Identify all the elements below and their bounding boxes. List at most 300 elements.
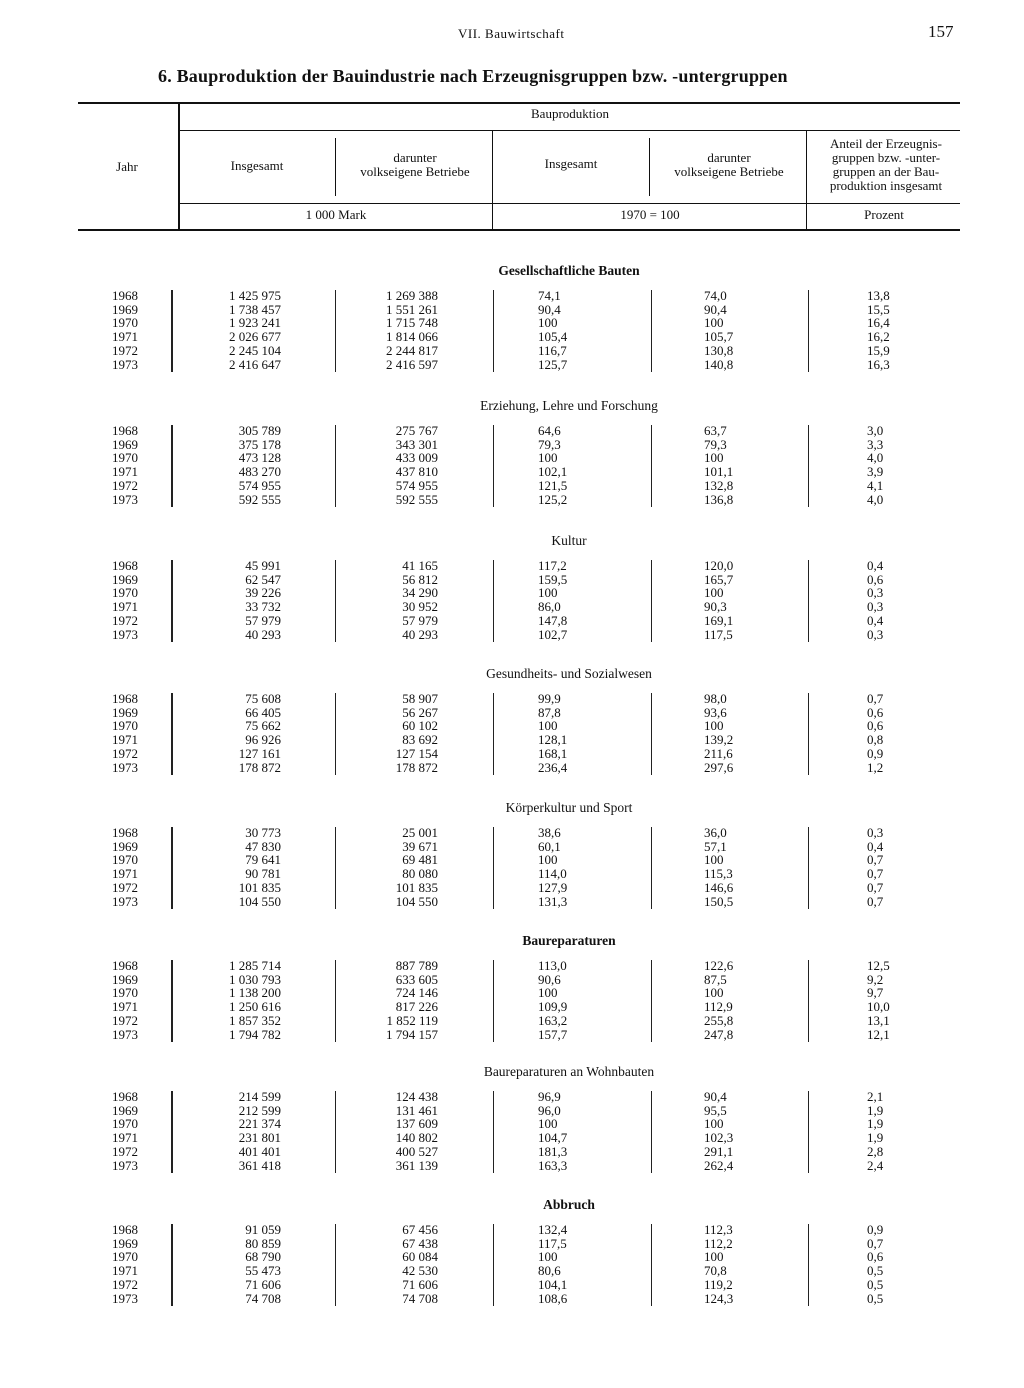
total-index-cell: 100: [538, 718, 558, 734]
table-row: [0, 881, 1024, 895]
veb-index-cell: 100: [704, 585, 724, 601]
total-mark-cell: 178 872: [238, 759, 281, 775]
total-index-cell: 159,5: [538, 571, 568, 587]
total-index-cell: 80,6: [538, 1263, 561, 1279]
total-index-cell: 60,1: [538, 838, 561, 854]
total-mark-cell: 2 026 677: [229, 329, 281, 345]
year-cell: 1970: [112, 985, 138, 1001]
share-percent-cell: 1,9: [867, 1116, 884, 1132]
year-cell: 1970: [112, 1249, 138, 1265]
veb-mark-cell: 433 009: [395, 450, 438, 466]
header-anteil: Anteil der Erzeugnis- gruppen bzw. -unter- gruppen an der Bau- produktion insgesamt: [829, 136, 943, 193]
section-title: Baureparaturen an Wohnbauten: [483, 1064, 655, 1079]
unit-1000-mark: 1 000 Mark: [305, 207, 367, 222]
share-percent-cell: 0,9: [867, 1222, 884, 1237]
veb-index-cell: 112,3: [704, 1222, 733, 1237]
veb-mark-cell: 574 955: [395, 477, 438, 493]
veb-index-cell: 169,1: [704, 612, 734, 628]
share-percent-cell: 4,0: [867, 491, 884, 507]
share-percent-cell: 0,7: [867, 691, 884, 706]
table-row: [0, 761, 1024, 775]
total-mark-cell: 104 550: [238, 893, 281, 909]
veb-index-cell: 36,0: [704, 825, 727, 840]
total-mark-cell: 30 773: [245, 825, 281, 840]
header-darunter-1: darunter volkseigene Betriebe: [360, 150, 470, 179]
table-row: [0, 289, 1024, 303]
total-index-cell: 99,9: [538, 691, 561, 706]
veb-mark-cell: 42 530: [402, 1263, 438, 1279]
veb-index-cell: 112,9: [704, 999, 733, 1015]
total-mark-cell: 483 270: [238, 464, 281, 480]
share-percent-cell: 0,9: [867, 745, 884, 761]
table-row: [0, 600, 1024, 614]
veb-mark-cell: 124 438: [395, 1089, 438, 1104]
share-percent-cell: 3,3: [867, 436, 884, 452]
total-index-cell: 108,6: [538, 1290, 568, 1306]
table-row: [0, 330, 1024, 344]
total-index-cell: 117,2: [538, 558, 567, 573]
year-cell: 1969: [112, 971, 138, 987]
share-percent-cell: 16,2: [867, 329, 890, 345]
total-index-cell: 74,1: [538, 288, 561, 303]
veb-mark-cell: 74 708: [402, 1290, 438, 1306]
veb-index-cell: 117,5: [704, 626, 733, 642]
header-divider-2: [492, 130, 493, 230]
year-cell: 1972: [112, 342, 138, 358]
total-index-cell: 181,3: [538, 1143, 568, 1159]
total-mark-cell: 75 608: [245, 691, 281, 706]
veb-index-cell: 247,8: [704, 1026, 734, 1042]
veb-index-cell: 90,4: [704, 1089, 727, 1104]
share-percent-cell: 0,7: [867, 866, 884, 882]
year-cell: 1971: [112, 999, 138, 1015]
veb-index-cell: 165,7: [704, 571, 734, 587]
year-cell: 1970: [112, 718, 138, 734]
total-mark-cell: 1 250 616: [229, 999, 281, 1015]
year-cell: 1972: [112, 477, 138, 493]
total-mark-cell: 1 857 352: [229, 1012, 281, 1028]
veb-index-cell: 115,3: [704, 866, 733, 882]
veb-index-cell: 211,6: [704, 745, 733, 761]
share-percent-cell: 0,4: [867, 838, 884, 854]
section-title: Gesundheits- und Sozialwesen: [486, 666, 652, 681]
veb-index-cell: 100: [704, 1249, 724, 1265]
share-percent-cell: 4,1: [867, 477, 884, 493]
share-percent-cell: 1,2: [867, 759, 884, 775]
veb-index-cell: 136,8: [704, 491, 734, 507]
veb-mark-cell: 83 692: [402, 732, 438, 748]
total-index-cell: 100: [538, 1116, 558, 1132]
total-mark-cell: 592 555: [238, 491, 281, 507]
table-row: [0, 1014, 1024, 1028]
total-mark-cell: 79 641: [245, 852, 281, 868]
total-index-cell: 127,9: [538, 879, 568, 895]
total-index-cell: 87,8: [538, 704, 561, 720]
table-row: [0, 424, 1024, 438]
veb-mark-cell: 39 671: [402, 838, 438, 854]
year-cell: 1972: [112, 745, 138, 761]
share-percent-cell: 13,8: [867, 288, 890, 303]
unit-index: 1970 = 100: [620, 207, 680, 222]
year-cell: 1973: [112, 1026, 138, 1042]
share-percent-cell: 2,4: [867, 1157, 884, 1173]
share-percent-cell: 9,2: [867, 971, 884, 987]
veb-index-cell: 140,8: [704, 356, 734, 372]
total-index-cell: 100: [538, 985, 558, 1001]
veb-index-cell: 90,3: [704, 599, 727, 615]
year-cell: 1973: [112, 1157, 138, 1173]
total-mark-cell: 91 059: [245, 1222, 281, 1237]
total-mark-cell: 375 178: [238, 436, 281, 452]
section-title: Baureparaturen: [522, 933, 616, 948]
year-cell: 1969: [112, 1102, 138, 1118]
table-row: [0, 1028, 1024, 1042]
total-index-cell: 104,7: [538, 1130, 568, 1146]
veb-mark-cell: 41 165: [402, 558, 438, 573]
share-percent-cell: 0,7: [867, 852, 884, 868]
total-mark-cell: 221 374: [238, 1116, 281, 1132]
total-index-cell: 79,3: [538, 436, 561, 452]
veb-index-cell: 95,5: [704, 1102, 727, 1118]
total-index-cell: 163,2: [538, 1012, 568, 1028]
section-title: Gesellschaftliche Bauten: [498, 263, 640, 278]
year-cell: 1970: [112, 585, 138, 601]
header-bauproduktion: Bauproduktion: [531, 106, 609, 121]
year-cell: 1969: [112, 571, 138, 587]
table-row: [0, 692, 1024, 706]
year-cell: 1970: [112, 852, 138, 868]
total-mark-cell: 214 599: [238, 1089, 281, 1104]
total-index-cell: 128,1: [538, 732, 568, 748]
veb-index-cell: 105,7: [704, 329, 734, 345]
veb-index-cell: 98,0: [704, 691, 727, 706]
table-row: [0, 1159, 1024, 1173]
veb-index-cell: 102,3: [704, 1130, 734, 1146]
total-index-cell: 100: [538, 1249, 558, 1265]
veb-mark-cell: 57 979: [402, 612, 438, 628]
veb-mark-cell: 127 154: [395, 745, 438, 761]
total-index-cell: 117,5: [538, 1235, 567, 1251]
table-row: [0, 1090, 1024, 1104]
veb-index-cell: 100: [704, 450, 724, 466]
veb-mark-cell: 1 852 119: [386, 1012, 438, 1028]
veb-mark-cell: 104 550: [395, 893, 438, 909]
table-row: [0, 559, 1024, 573]
table-row: [0, 1292, 1024, 1306]
year-cell: 1968: [112, 691, 138, 706]
veb-index-cell: 146,6: [704, 879, 734, 895]
veb-index-cell: 119,2: [704, 1276, 733, 1292]
total-index-cell: 105,4: [538, 329, 568, 345]
year-cell: 1973: [112, 893, 138, 909]
year-cell: 1968: [112, 958, 138, 973]
veb-index-cell: 90,4: [704, 301, 727, 317]
total-mark-cell: 212 599: [238, 1102, 281, 1118]
header-unit-rule: [180, 203, 960, 204]
year-cell: 1971: [112, 866, 138, 882]
veb-mark-cell: 80 080: [402, 866, 438, 882]
total-mark-cell: 90 781: [245, 866, 281, 882]
total-mark-cell: 473 128: [238, 450, 281, 466]
year-cell: 1972: [112, 1012, 138, 1028]
total-mark-cell: 1 285 714: [229, 958, 281, 973]
veb-mark-cell: 817 226: [395, 999, 438, 1015]
veb-mark-cell: 361 139: [395, 1157, 438, 1173]
total-mark-cell: 33 732: [245, 599, 281, 615]
share-percent-cell: 9,7: [867, 985, 884, 1001]
share-percent-cell: 0,3: [867, 585, 884, 601]
veb-mark-cell: 592 555: [395, 491, 438, 507]
total-index-cell: 147,8: [538, 612, 568, 628]
share-percent-cell: 0,5: [867, 1263, 884, 1279]
table-row: [0, 1223, 1024, 1237]
year-cell: 1968: [112, 558, 138, 573]
table-row: [0, 465, 1024, 479]
share-percent-cell: 0,5: [867, 1276, 884, 1292]
veb-mark-cell: 25 001: [402, 825, 438, 840]
veb-index-cell: 122,6: [704, 958, 734, 973]
veb-index-cell: 100: [704, 852, 724, 868]
veb-mark-cell: 633 605: [395, 971, 438, 987]
section-title: Abbruch: [543, 1197, 595, 1212]
year-cell: 1973: [112, 491, 138, 507]
total-mark-cell: 66 405: [245, 704, 281, 720]
veb-mark-cell: 437 810: [395, 464, 438, 480]
veb-mark-cell: 131 461: [395, 1102, 438, 1118]
share-percent-cell: 0,3: [867, 599, 884, 615]
header-divider-4: [806, 130, 807, 230]
veb-index-cell: 291,1: [704, 1143, 734, 1159]
header-sub-rule: [180, 130, 960, 131]
total-index-cell: 38,6: [538, 825, 561, 840]
year-cell: 1971: [112, 599, 138, 615]
share-percent-cell: 2,8: [867, 1143, 884, 1159]
total-index-cell: 132,4: [538, 1222, 568, 1237]
year-cell: 1968: [112, 1089, 138, 1104]
year-cell: 1972: [112, 612, 138, 628]
veb-index-cell: 150,5: [704, 893, 734, 909]
share-percent-cell: 2,1: [867, 1089, 884, 1104]
veb-mark-cell: 71 606: [402, 1276, 438, 1292]
total-mark-cell: 1 923 241: [229, 315, 281, 331]
share-percent-cell: 15,5: [867, 301, 890, 317]
year-cell: 1970: [112, 450, 138, 466]
share-percent-cell: 0,7: [867, 893, 884, 909]
year-cell: 1970: [112, 1116, 138, 1132]
veb-index-cell: 120,0: [704, 558, 734, 573]
total-index-cell: 114,0: [538, 866, 567, 882]
total-mark-cell: 1 738 457: [229, 301, 281, 317]
header-top-rule: [78, 102, 960, 104]
veb-index-cell: 63,7: [704, 423, 727, 438]
veb-mark-cell: 724 146: [395, 985, 438, 1001]
header-divider-3: [649, 138, 650, 196]
veb-index-cell: 100: [704, 985, 724, 1001]
share-percent-cell: 0,3: [867, 626, 884, 642]
total-index-cell: 100: [538, 585, 558, 601]
year-cell: 1969: [112, 1235, 138, 1251]
table-row: [0, 1264, 1024, 1278]
table-row: [0, 628, 1024, 642]
total-mark-cell: 401 401: [238, 1143, 281, 1159]
total-index-cell: 121,5: [538, 477, 568, 493]
veb-mark-cell: 40 293: [402, 626, 438, 642]
veb-mark-cell: 178 872: [395, 759, 438, 775]
veb-mark-cell: 56 267: [402, 704, 438, 720]
year-cell: 1972: [112, 879, 138, 895]
total-index-cell: 163,3: [538, 1157, 568, 1173]
veb-index-cell: 93,6: [704, 704, 727, 720]
total-index-cell: 157,7: [538, 1026, 568, 1042]
table-row: [0, 959, 1024, 973]
total-index-cell: 86,0: [538, 599, 561, 615]
share-percent-cell: 0,4: [867, 558, 884, 573]
year-cell: 1972: [112, 1143, 138, 1159]
total-mark-cell: 101 835: [238, 879, 281, 895]
veb-mark-cell: 887 789: [395, 958, 438, 973]
total-mark-cell: 1 138 200: [229, 985, 281, 1001]
veb-mark-cell: 56 812: [402, 571, 438, 587]
total-mark-cell: 1 030 793: [229, 971, 281, 987]
share-percent-cell: 0,7: [867, 1235, 884, 1251]
total-index-cell: 236,4: [538, 759, 568, 775]
share-percent-cell: 0,6: [867, 1249, 884, 1265]
veb-index-cell: 74,0: [704, 288, 727, 303]
header-bottom-rule: [78, 229, 960, 231]
share-percent-cell: 0,6: [867, 718, 884, 734]
veb-mark-cell: 67 438: [402, 1235, 438, 1251]
total-index-cell: 104,1: [538, 1276, 568, 1292]
year-cell: 1973: [112, 1290, 138, 1306]
veb-index-cell: 139,2: [704, 732, 734, 748]
veb-mark-cell: 140 802: [395, 1130, 438, 1146]
veb-index-cell: 100: [704, 315, 724, 331]
veb-index-cell: 100: [704, 718, 724, 734]
share-percent-cell: 16,4: [867, 315, 890, 331]
veb-mark-cell: 1 269 388: [386, 288, 438, 303]
total-mark-cell: 47 830: [245, 838, 281, 854]
table-row: [0, 479, 1024, 493]
year-cell: 1968: [112, 423, 138, 438]
veb-mark-cell: 275 767: [395, 423, 438, 438]
total-index-cell: 131,3: [538, 893, 568, 909]
veb-index-cell: 70,8: [704, 1263, 727, 1279]
header-darunter-2: darunter volkseigene Betriebe: [674, 150, 784, 179]
year-cell: 1969: [112, 704, 138, 720]
share-percent-cell: 0,5: [867, 1290, 884, 1306]
share-percent-cell: 12,5: [867, 958, 890, 973]
veb-mark-cell: 137 609: [395, 1116, 438, 1132]
veb-mark-cell: 67 456: [402, 1222, 438, 1237]
share-percent-cell: 3,0: [867, 423, 884, 438]
total-index-cell: 102,7: [538, 626, 568, 642]
share-percent-cell: 15,9: [867, 342, 890, 358]
total-mark-cell: 68 790: [245, 1249, 281, 1265]
share-percent-cell: 4,0: [867, 450, 884, 466]
total-index-cell: 64,6: [538, 423, 561, 438]
unit-prozent: Prozent: [864, 207, 904, 222]
table-row: [0, 1145, 1024, 1159]
veb-index-cell: 132,8: [704, 477, 734, 493]
veb-index-cell: 297,6: [704, 759, 734, 775]
year-cell: 1969: [112, 838, 138, 854]
total-mark-cell: 55 473: [245, 1263, 281, 1279]
veb-mark-cell: 30 952: [402, 599, 438, 615]
year-cell: 1971: [112, 464, 138, 480]
table-row: [0, 1131, 1024, 1145]
table-row: [0, 1000, 1024, 1014]
total-mark-cell: 231 801: [238, 1130, 281, 1146]
year-cell: 1969: [112, 301, 138, 317]
total-index-cell: 100: [538, 315, 558, 331]
total-index-cell: 125,2: [538, 491, 568, 507]
veb-mark-cell: 1 794 157: [386, 1026, 438, 1042]
veb-index-cell: 112,2: [704, 1235, 733, 1251]
share-percent-cell: 1,9: [867, 1102, 884, 1118]
veb-index-cell: 79,3: [704, 436, 727, 452]
share-percent-cell: 0,4: [867, 612, 884, 628]
total-index-cell: 125,7: [538, 356, 568, 372]
year-cell: 1971: [112, 329, 138, 345]
total-mark-cell: 127 161: [238, 745, 281, 761]
table-row: [0, 733, 1024, 747]
total-index-cell: 90,6: [538, 971, 561, 987]
year-cell: 1973: [112, 626, 138, 642]
total-index-cell: 102,1: [538, 464, 568, 480]
year-cell: 1972: [112, 1276, 138, 1292]
table-row: [0, 895, 1024, 909]
header-divider-1: [335, 138, 336, 196]
total-mark-cell: 39 226: [245, 585, 281, 601]
total-index-cell: 168,1: [538, 745, 568, 761]
total-index-cell: 116,7: [538, 342, 567, 358]
veb-mark-cell: 400 527: [395, 1143, 438, 1159]
veb-mark-cell: 2 244 817: [386, 342, 438, 358]
total-mark-cell: 1 794 782: [229, 1026, 281, 1042]
veb-index-cell: 124,3: [704, 1290, 734, 1306]
share-percent-cell: 12,1: [867, 1026, 890, 1042]
header-insgesamt-2: Insgesamt: [544, 156, 598, 171]
veb-mark-cell: 343 301: [395, 436, 438, 452]
total-index-cell: 100: [538, 450, 558, 466]
total-mark-cell: 574 955: [238, 477, 281, 493]
veb-mark-cell: 69 481: [402, 852, 438, 868]
total-mark-cell: 305 789: [238, 423, 281, 438]
section-title: Körperkultur und Sport: [505, 800, 633, 815]
total-index-cell: 96,9: [538, 1089, 561, 1104]
year-cell: 1971: [112, 732, 138, 748]
year-cell: 1971: [112, 1130, 138, 1146]
veb-index-cell: 100: [704, 1116, 724, 1132]
total-mark-cell: 80 859: [245, 1235, 281, 1251]
page-number: 157: [928, 22, 954, 41]
total-mark-cell: 2 416 647: [229, 356, 281, 372]
veb-mark-cell: 2 416 597: [386, 356, 438, 372]
section-title: Kultur: [551, 533, 587, 548]
table-row: [0, 1278, 1024, 1292]
veb-mark-cell: 60 102: [402, 718, 438, 734]
table-row: [0, 344, 1024, 358]
total-mark-cell: 62 547: [245, 571, 281, 587]
table-row: [0, 614, 1024, 628]
total-mark-cell: 74 708: [245, 1290, 281, 1306]
total-index-cell: 113,0: [538, 958, 567, 973]
share-percent-cell: 0,3: [867, 825, 884, 840]
table-row: [0, 358, 1024, 372]
veb-index-cell: 101,1: [704, 464, 734, 480]
share-percent-cell: 0,8: [867, 732, 884, 748]
veb-mark-cell: 34 290: [402, 585, 438, 601]
